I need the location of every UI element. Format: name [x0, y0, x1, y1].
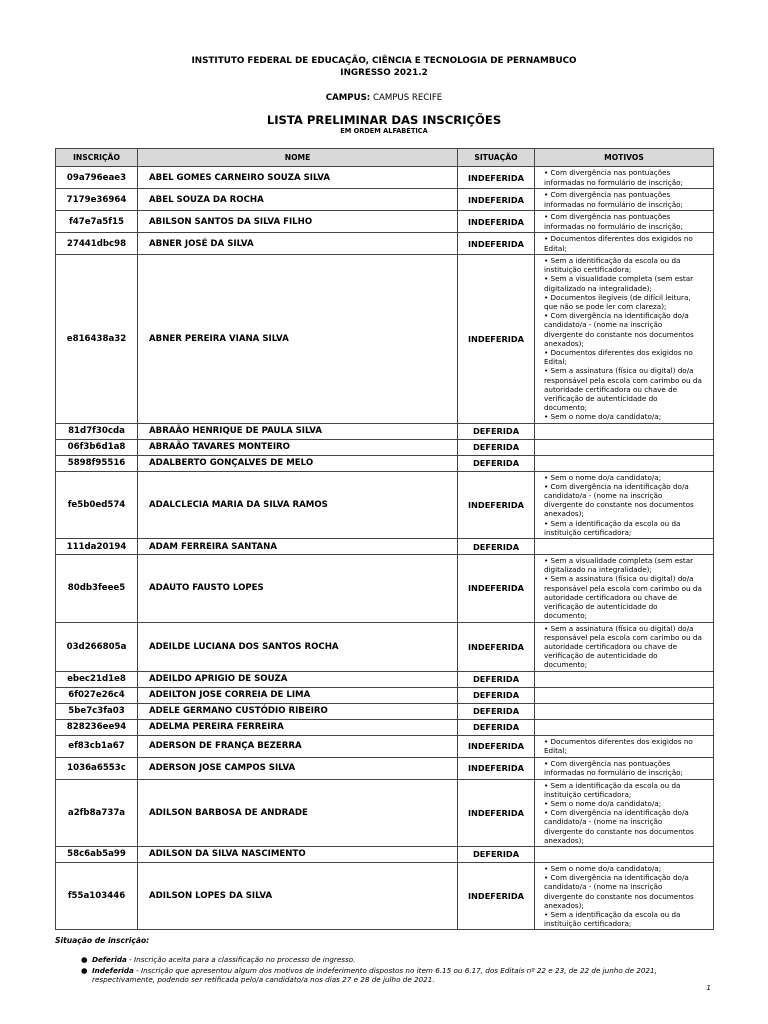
reason-line: • Sem a assinatura (física ou digital) do/a: [544, 366, 694, 376]
legend-list: [55, 955, 715, 985]
reason-line: • Documentos diferentes dos exigidos no: [544, 736, 693, 746]
reason-line: • Sem a visualidade completa (sem estar: [544, 274, 694, 284]
status-badge: INDEFERIDA: [458, 757, 535, 779]
reason-line: instituição certificadora;: [544, 527, 632, 537]
campus-label: CAMPUS:: [325, 93, 371, 103]
ingresso-label: INGRESSO 2021.2: [340, 68, 428, 78]
registration-code: 81d7f30cda: [56, 423, 138, 439]
registration-code: f47e7a5f15: [56, 211, 138, 233]
reasons-cell: [535, 539, 714, 555]
reason-line: Edital;: [544, 243, 567, 253]
candidate-name: ABNER JOSÉ DA SILVA: [138, 233, 458, 255]
status-badge: INDEFERIDA: [458, 779, 535, 846]
status-badge: INDEFERIDA: [458, 233, 535, 255]
status-badge: INDEFERIDA: [458, 862, 535, 929]
reason-line: candidato/a - (nome na inscrição: [544, 817, 663, 827]
registration-code: 111da20194: [56, 539, 138, 555]
reasons-cell: [535, 167, 714, 189]
reason-line: responsável pela escola com carimbo ou da: [544, 583, 702, 593]
table-row: [56, 233, 714, 255]
table-row: [56, 539, 714, 555]
page-number: 1: [706, 983, 711, 992]
registration-code: 7179e36964: [56, 189, 138, 211]
reason-line: • Sem o nome do/a candidato/a;: [544, 863, 662, 873]
status-badge: DEFERIDA: [458, 687, 535, 703]
reasons-cell: [535, 671, 714, 687]
legend-term: Indeferida: [92, 965, 134, 975]
reason-line: instituição certificadora;: [544, 265, 632, 275]
table-row: [56, 455, 714, 471]
candidate-name: ADILSON BARBOSA DE ANDRADE: [138, 779, 458, 846]
reasons-cell: [535, 779, 714, 846]
status-badge: DEFERIDA: [458, 846, 535, 862]
table-row: [56, 671, 714, 687]
candidate-name: ADEILDE LUCIANA DOS SANTOS ROCHA: [138, 622, 458, 671]
candidate-name: ADILSON LOPES DA SILVA: [138, 862, 458, 929]
status-badge: DEFERIDA: [458, 439, 535, 455]
campus-line: [0, 92, 768, 104]
table-row: [56, 703, 714, 719]
table-row: [56, 622, 714, 671]
reason-line: verificação de autenticidade do: [544, 602, 658, 612]
candidate-name: ADALBERTO GONÇALVES DE MELO: [138, 455, 458, 471]
reasons-cell: [535, 471, 714, 538]
legend-text: - Inscrição aceita para a classificação no processo de ingresso.: [126, 955, 356, 964]
reason-line: informadas no formulário de inscrição;: [544, 768, 683, 778]
reason-line: documento;: [544, 660, 588, 670]
candidate-name: ADERSON DE FRANÇA BEZERRA: [138, 735, 458, 757]
status-badge: INDEFERIDA: [458, 555, 535, 622]
status-badge: INDEFERIDA: [458, 167, 535, 189]
reason-line: • Documentos ilegíveis (de difícil leitura,: [544, 292, 691, 302]
table-row: [56, 757, 714, 779]
table-row: [56, 439, 714, 455]
registration-code: fe5b0ed574: [56, 471, 138, 538]
table-row: [56, 687, 714, 703]
reasons-cell: [535, 211, 714, 233]
reason-line: • Sem o nome do/a candidato/a;: [544, 472, 662, 482]
table-row: [56, 167, 714, 189]
registration-code: f55a103446: [56, 862, 138, 929]
registration-code: 06f3b6d1a8: [56, 439, 138, 455]
registration-code: 5898f95516: [56, 455, 138, 471]
status-badge: DEFERIDA: [458, 539, 535, 555]
reason-line: • Com divergência nas pontuações: [544, 758, 671, 768]
reason-line: Edital;: [544, 746, 567, 756]
reason-line: • Sem o nome do/a candidato/a;: [544, 798, 662, 808]
reason-line: anexados);: [544, 900, 584, 910]
status-badge: INDEFERIDA: [458, 189, 535, 211]
status-legend: [55, 936, 715, 986]
registration-code: 6f027e26c4: [56, 687, 138, 703]
reason-line: autoridade certificadora ou chave de: [544, 641, 678, 651]
table-row: [56, 423, 714, 439]
reason-line: anexados);: [544, 835, 584, 845]
status-badge: INDEFERIDA: [458, 471, 535, 538]
column-header-nome: NOME: [138, 149, 458, 167]
status-badge: DEFERIDA: [458, 671, 535, 687]
reason-line: candidato/a - (nome na inscrição: [544, 491, 663, 501]
candidate-name: ADEILTON JOSE CORREIA DE LIMA: [138, 687, 458, 703]
reason-line: documento;: [544, 403, 588, 413]
table-header-row: [56, 149, 714, 167]
bullet-icon: ●: [81, 965, 88, 975]
column-header-inscricao: INSCRIÇÃO: [56, 149, 138, 167]
table-row: [56, 862, 714, 929]
reasons-cell: [535, 233, 714, 255]
reason-line: • Sem o nome do/a candidato/a;: [544, 412, 662, 422]
candidate-name: ADAUTO FAUSTO LOPES: [138, 555, 458, 622]
reason-line: instituição certificadora;: [544, 789, 632, 799]
reason-line: • Com divergência nas pontuações: [544, 190, 671, 200]
registrations-table: [55, 148, 714, 930]
candidate-name: ADELE GERMANO CUSTÓDIO RIBEIRO: [138, 703, 458, 719]
document-header: [0, 55, 768, 136]
reason-line: • Sem a identificação da escola ou da: [544, 256, 681, 265]
reason-line: divergente do constante nos documentos: [544, 826, 694, 836]
bullet-icon: ●: [81, 955, 88, 964]
reasons-cell: [535, 189, 714, 211]
candidate-name: ADEILDO APRIGIO DE SOUZA: [138, 671, 458, 687]
reason-line: divergente do constante nos documentos: [544, 500, 694, 510]
candidate-name: ABRAÃO HENRIQUE DE PAULA SILVA: [138, 423, 458, 439]
reason-line: responsável pela escola com carimbo ou da: [544, 375, 702, 385]
registration-code: 09a796eae3: [56, 167, 138, 189]
status-badge: DEFERIDA: [458, 719, 535, 735]
reasons-cell: [535, 719, 714, 735]
registration-code: 27441dbc98: [56, 233, 138, 255]
reason-line: • Com divergência na identificação do/a: [544, 311, 689, 321]
reason-line: informadas no formulário de inscrição;: [544, 177, 683, 187]
candidate-name: ADELMA PEREIRA FERREIRA: [138, 719, 458, 735]
registration-code: 1036a6553c: [56, 757, 138, 779]
reasons-cell: [535, 455, 714, 471]
status-badge: INDEFERIDA: [458, 735, 535, 757]
candidate-name: ABEL SOUZA DA ROCHA: [138, 189, 458, 211]
reason-line: • Documentos diferentes dos exigidos no: [544, 234, 693, 244]
candidate-name: ABILSON SANTOS DA SILVA FILHO: [138, 211, 458, 233]
reason-line: que não se pode ler com clareza);: [544, 302, 667, 312]
registration-code: 828236ee94: [56, 719, 138, 735]
reason-line: • Com divergência na identificação do/a: [544, 808, 689, 818]
candidate-name: ABEL GOMES CARNEIRO SOUZA SILVA: [138, 167, 458, 189]
reason-line: informadas no formulário de inscrição;: [544, 221, 683, 231]
table-row: [56, 719, 714, 735]
table-row: [56, 779, 714, 846]
registration-code: 80db3feee5: [56, 555, 138, 622]
table-row: [56, 555, 714, 622]
candidate-name: ADALCLECIA MARIA DA SILVA RAMOS: [138, 471, 458, 538]
reasons-cell: [535, 423, 714, 439]
reason-line: autoridade certificadora ou chave de: [544, 592, 678, 602]
institution-name: INSTITUTO FEDERAL DE EDUCAÇÃO, CIÊNCIA E TECNOLOGIA DE PERNAMBUCO: [191, 56, 577, 66]
table-row: [56, 189, 714, 211]
reason-line: • Documentos diferentes dos exigidos no: [544, 348, 693, 358]
reason-line: • Sem a visualidade completa (sem estar: [544, 556, 694, 566]
status-badge: INDEFERIDA: [458, 622, 535, 671]
reason-line: • Sem a identificação da escola ou da: [544, 780, 681, 790]
reason-line: • Com divergência nas pontuações: [544, 212, 671, 222]
registration-code: 5be7c3fa03: [56, 703, 138, 719]
reason-line: • Sem a assinatura (física ou digital) do/a: [544, 623, 694, 633]
reason-line: divergente do constante nos documentos: [544, 329, 694, 339]
column-header-motivos: MOTIVOS: [535, 149, 714, 167]
status-badge: DEFERIDA: [458, 703, 535, 719]
table-row: [56, 255, 714, 424]
reason-line: • Com divergência na identificação do/a: [544, 873, 689, 883]
table-row: [56, 846, 714, 862]
candidate-name: ADILSON DA SILVA NASCIMENTO: [138, 846, 458, 862]
reason-line: documento;: [544, 611, 588, 621]
candidate-name: ADAM FERREIRA SANTANA: [138, 539, 458, 555]
reason-line: • Sem a identificação da escola ou da: [544, 518, 681, 528]
legend-item-deferida: [55, 955, 715, 965]
registration-code: 03d266805a: [56, 622, 138, 671]
reason-line: anexados);: [544, 338, 584, 348]
page-subtitle: EM ORDEM ALFABÉTICA: [340, 127, 428, 135]
reason-line: candidato/a - (nome na inscrição: [544, 320, 663, 330]
status-badge: INDEFERIDA: [458, 211, 535, 233]
reason-line: divergente do constante nos documentos: [544, 891, 694, 901]
legend-term: Deferida: [92, 955, 127, 964]
status-badge: DEFERIDA: [458, 455, 535, 471]
reason-line: digitalizado na integralidade);: [544, 565, 652, 575]
reason-line: • Com divergência nas pontuações: [544, 168, 671, 178]
registration-code: a2fb8a737a: [56, 779, 138, 846]
reason-line: informadas no formulário de inscrição;: [544, 199, 683, 209]
campus-value: CAMPUS RECIFE: [372, 93, 443, 103]
reason-line: Edital;: [544, 357, 567, 367]
reason-line: • Com divergência na identificação do/a: [544, 481, 689, 491]
reason-line: verificação de autenticidade do: [544, 651, 658, 661]
reason-line: • Sem a identificação da escola ou da: [544, 909, 681, 919]
candidate-name: ABRAÃO TAVARES MONTEIRO: [138, 439, 458, 455]
table-row: [56, 471, 714, 538]
registration-code: ef83cb1a67: [56, 735, 138, 757]
reason-line: anexados);: [544, 509, 584, 519]
status-badge: INDEFERIDA: [458, 255, 535, 424]
reason-line: candidato/a - (nome na inscrição: [544, 882, 663, 892]
reasons-cell: [535, 622, 714, 671]
reasons-cell: [535, 439, 714, 455]
registration-code: ebec21d1e8: [56, 671, 138, 687]
column-header-situacao: SITUAÇÃO: [458, 149, 535, 167]
registration-code: 58c6ab5a99: [56, 846, 138, 862]
status-badge: DEFERIDA: [458, 423, 535, 439]
candidate-name: ABNER PEREIRA VIANA SILVA: [138, 255, 458, 424]
table-row: [56, 735, 714, 757]
legend-text: - Inscrição que apresentou algum dos motivos de indeferimento dispostos no item 6.15 ou 6.17, dos Editais nº 22 e 23, de 22 de junho de 2021, respectivamente, podendo ser retificada pelo/a candidato/a nos dias 27 e 28 de julho de 2021.: [92, 965, 657, 984]
reason-line: digitalizado na integralidade);: [544, 283, 652, 293]
legend-title: Situação de inscrição:: [55, 936, 150, 945]
reasons-cell: [535, 846, 714, 862]
reasons-cell: [535, 687, 714, 703]
page-title: LISTA PRELIMINAR DAS INSCRIÇÕES: [266, 113, 502, 127]
reason-line: responsável pela escola com carimbo ou da: [544, 632, 702, 642]
reasons-cell: [535, 757, 714, 779]
reasons-cell: [535, 255, 714, 424]
candidate-name: ADERSON JOSE CAMPOS SILVA: [138, 757, 458, 779]
reasons-cell: [535, 862, 714, 929]
reason-line: • Sem a assinatura (física ou digital) do/a: [544, 574, 694, 584]
reason-line: verificação de autenticidade do: [544, 394, 658, 404]
reasons-cell: [535, 703, 714, 719]
table-row: [56, 211, 714, 233]
registration-code: e816438a32: [56, 255, 138, 424]
reason-line: instituição certificadora;: [544, 919, 632, 929]
legend-item-indeferida: [55, 966, 715, 985]
reasons-cell: [535, 555, 714, 622]
reasons-cell: [535, 735, 714, 757]
reason-line: autoridade certificadora ou chave de: [544, 384, 678, 394]
